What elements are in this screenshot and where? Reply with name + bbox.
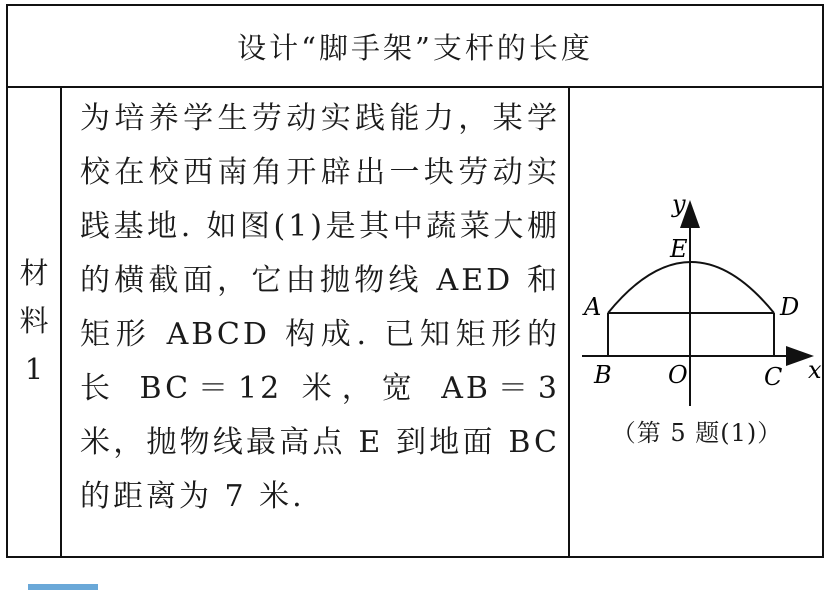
label-c: C — [764, 363, 783, 391]
figure-column — [572, 86, 822, 556]
label-x: x — [808, 356, 822, 384]
label-d: D — [780, 293, 800, 321]
label-column — [8, 86, 62, 556]
problem-paragraph: 为培养学生劳动实践能力，某学校在校西南角开辟出一块劳动实践基地. 如图(1)是其中蔬菜大棚的横截面，它由抛物线 AED 和矩形 ABCD 构成. 已知矩形的长 BC＝12 米，宽 AB＝3 米，抛物线最高点 E 到地面 BC 的距离为 7 米. — [80, 101, 560, 514]
figure-caption: （第 5 题(1)） — [611, 419, 783, 447]
label-e: E — [670, 235, 688, 263]
parabola-diagram — [572, 86, 826, 406]
table-title: 设计“脚手架”支杆的长度 — [8, 6, 822, 88]
label-y: y — [672, 190, 686, 218]
material-table — [6, 4, 824, 558]
label-b: B — [594, 361, 612, 389]
material-label: 材 料 1 — [19, 256, 49, 386]
label-a: A — [584, 293, 602, 321]
page-edge-mark — [28, 584, 98, 590]
label-o: O — [668, 361, 688, 389]
text-column — [62, 86, 570, 556]
